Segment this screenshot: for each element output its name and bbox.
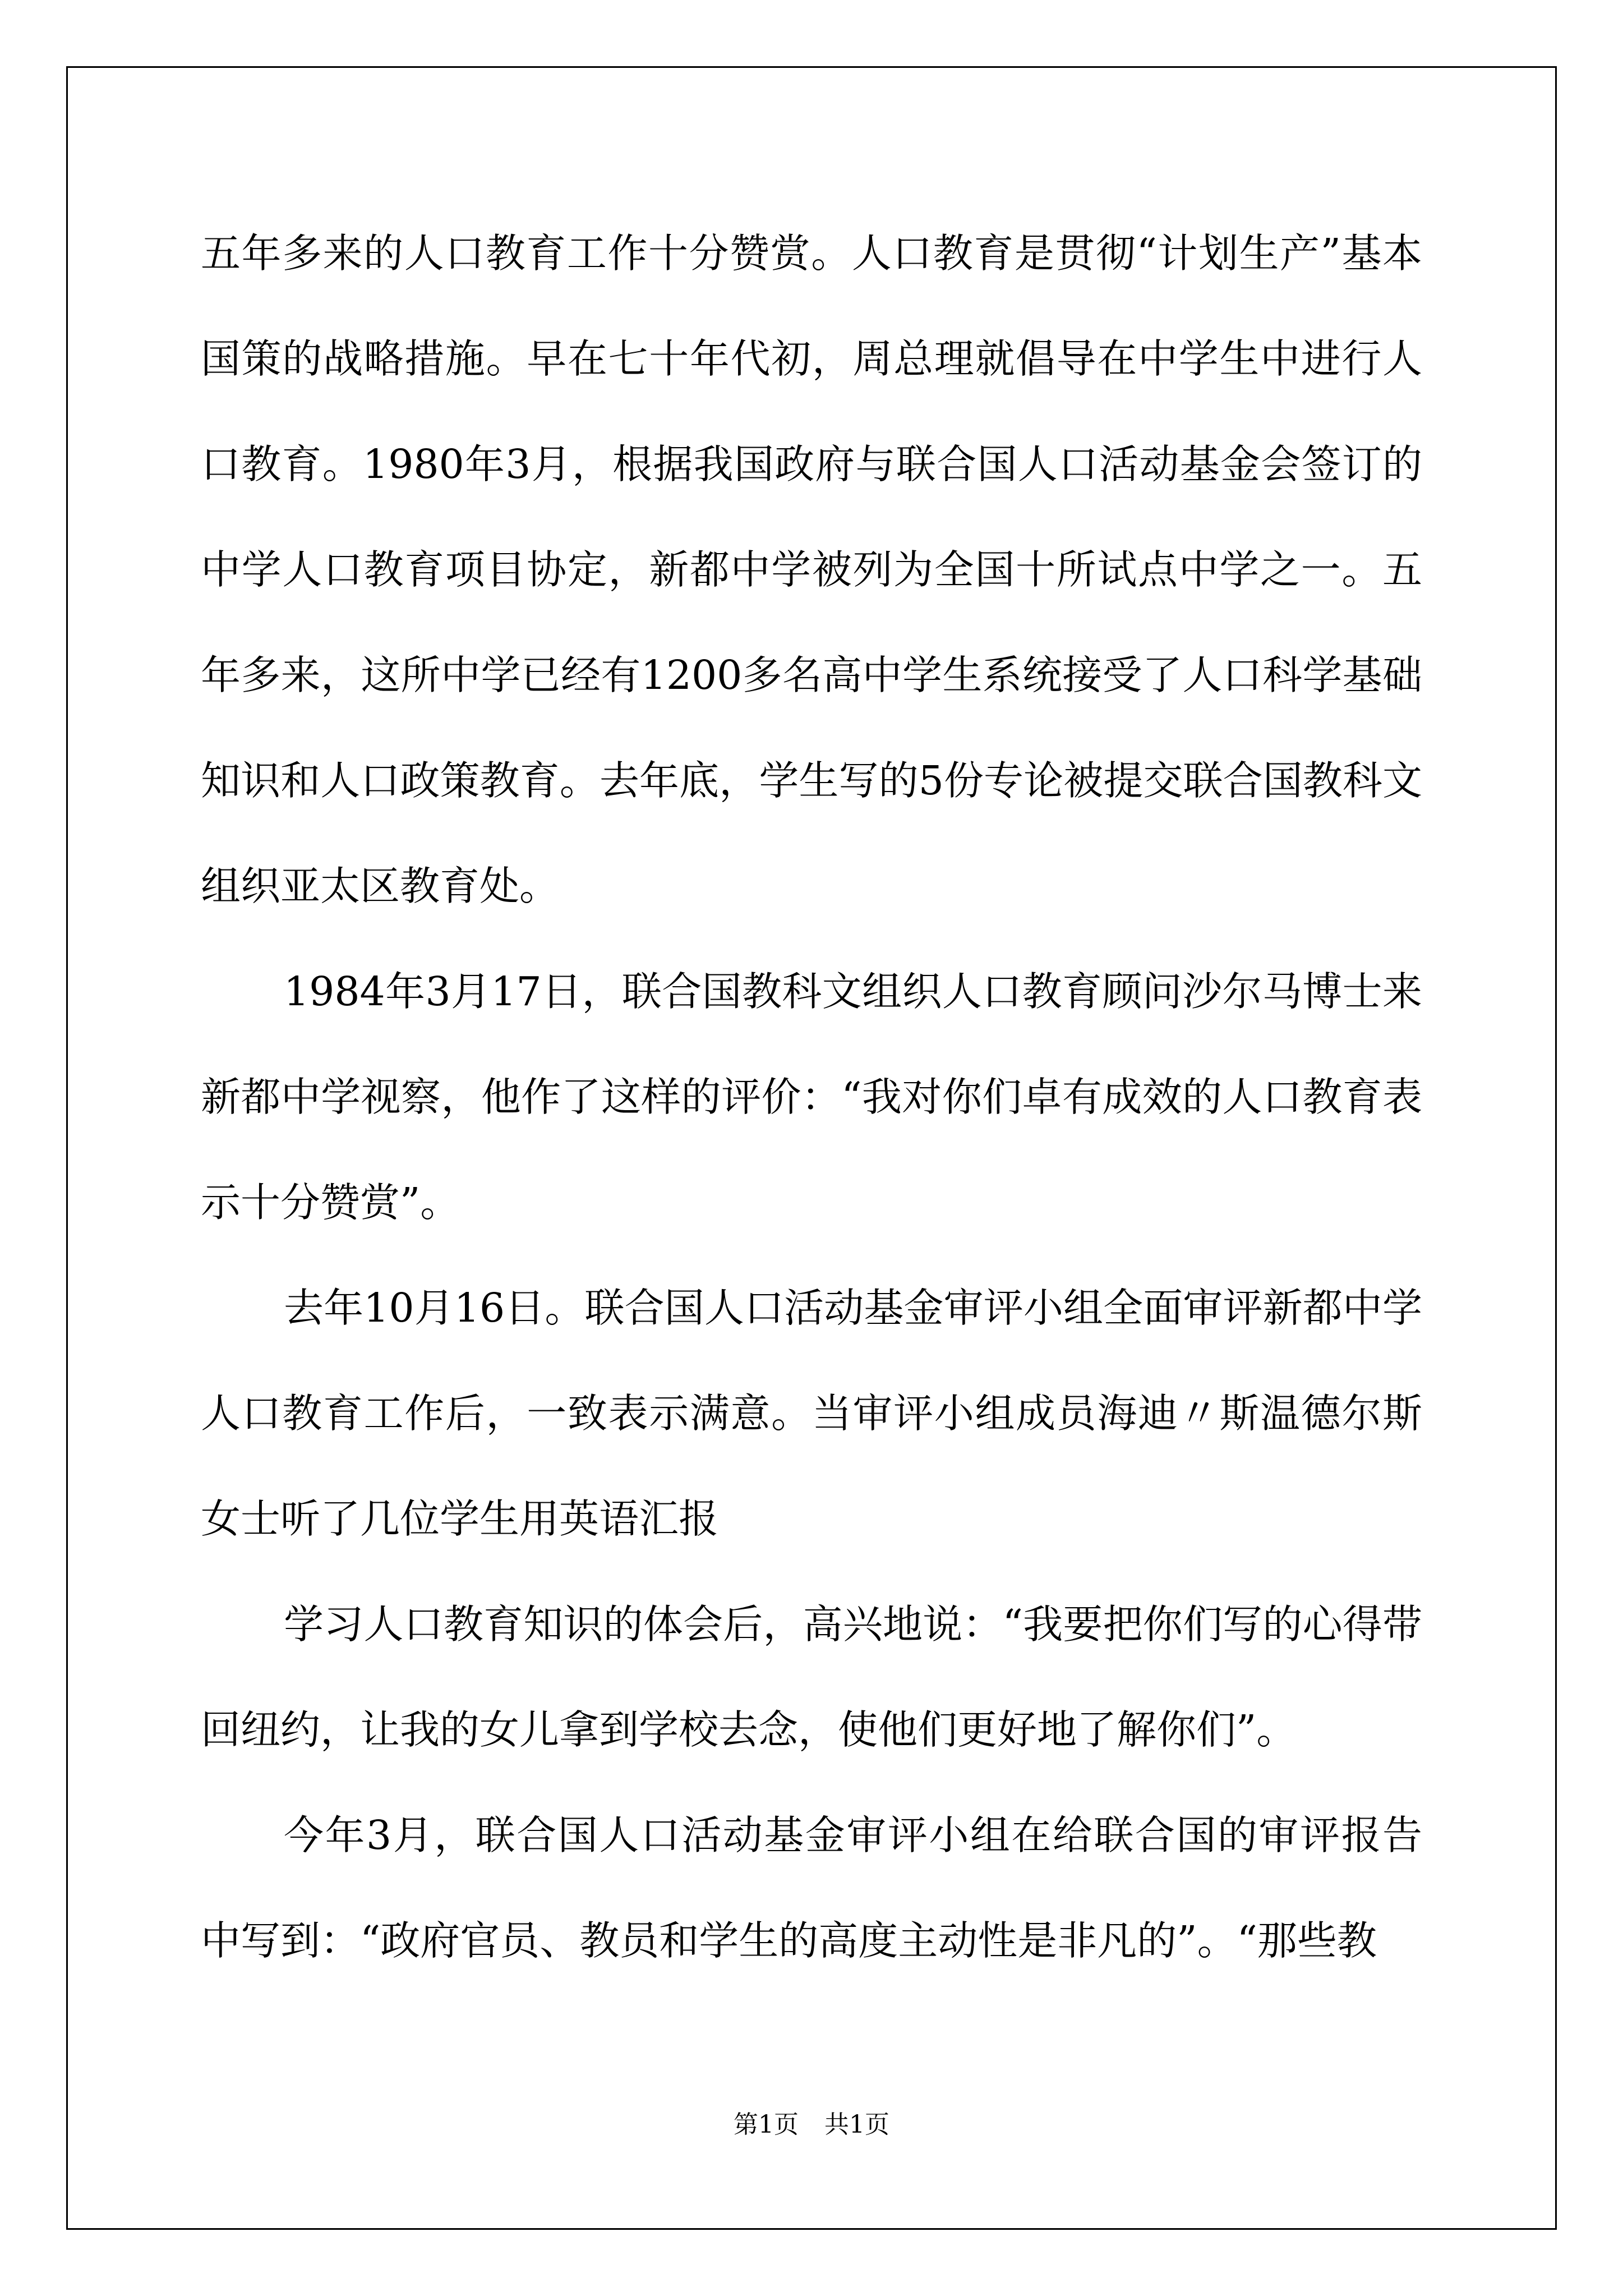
paragraph-3: 去年10月16日。联合国人口活动基金审评小组全面审评新都中学人口教育工作后，一致表示满意。当审评小组成员海迪〃斯温德尔斯女士听了几位学生用英语汇报 [201,1285,1422,1542]
paragraph-5: 今年3月，联合国人口活动基金审评小组在给联合国的审评报告中写到：“政府官员、教员和学生的高度主动性是非凡的”。“那些教 [201,1812,1422,1964]
total-pages: 共1页 [824,2110,889,2139]
document-body [201,201,1422,1994]
page-footer [0,2108,1623,2142]
paragraph-4: 学习人口教育知识的体会后，高兴地说：“我要把你们写的心得带回纽约，让我的女儿拿到学校去念，使他们更好地了解你们”。 [201,1601,1422,1753]
paragraph-2: 1984年3月17日，联合国教科文组织人口教育顾问沙尔马博士来新都中学视察，他作了这样的评价：“我对你们卓有成效的人口教育表示十分赞赏”。 [201,968,1422,1226]
page-number: 第1页 [734,2110,799,2139]
paragraph-1: 五年多来的人口教育工作十分赞赏。人口教育是贯彻“计划生产”基本国策的战略措施。早在七十年代初，周总理就倡导在中学生中进行人口教育。1980年3月，根据我国政府与联合国人口活动基金会签订的中学人口教育项目协定，新都中学被列为全国十所试点中学之一。五年多来，这所中学已经有1200多名高中学生系统接受了人口科学基础知识和人口政策教育。去年底，学生写的5份专论被提交联合国教科文组织亚太区教育处。 [201,230,1422,909]
